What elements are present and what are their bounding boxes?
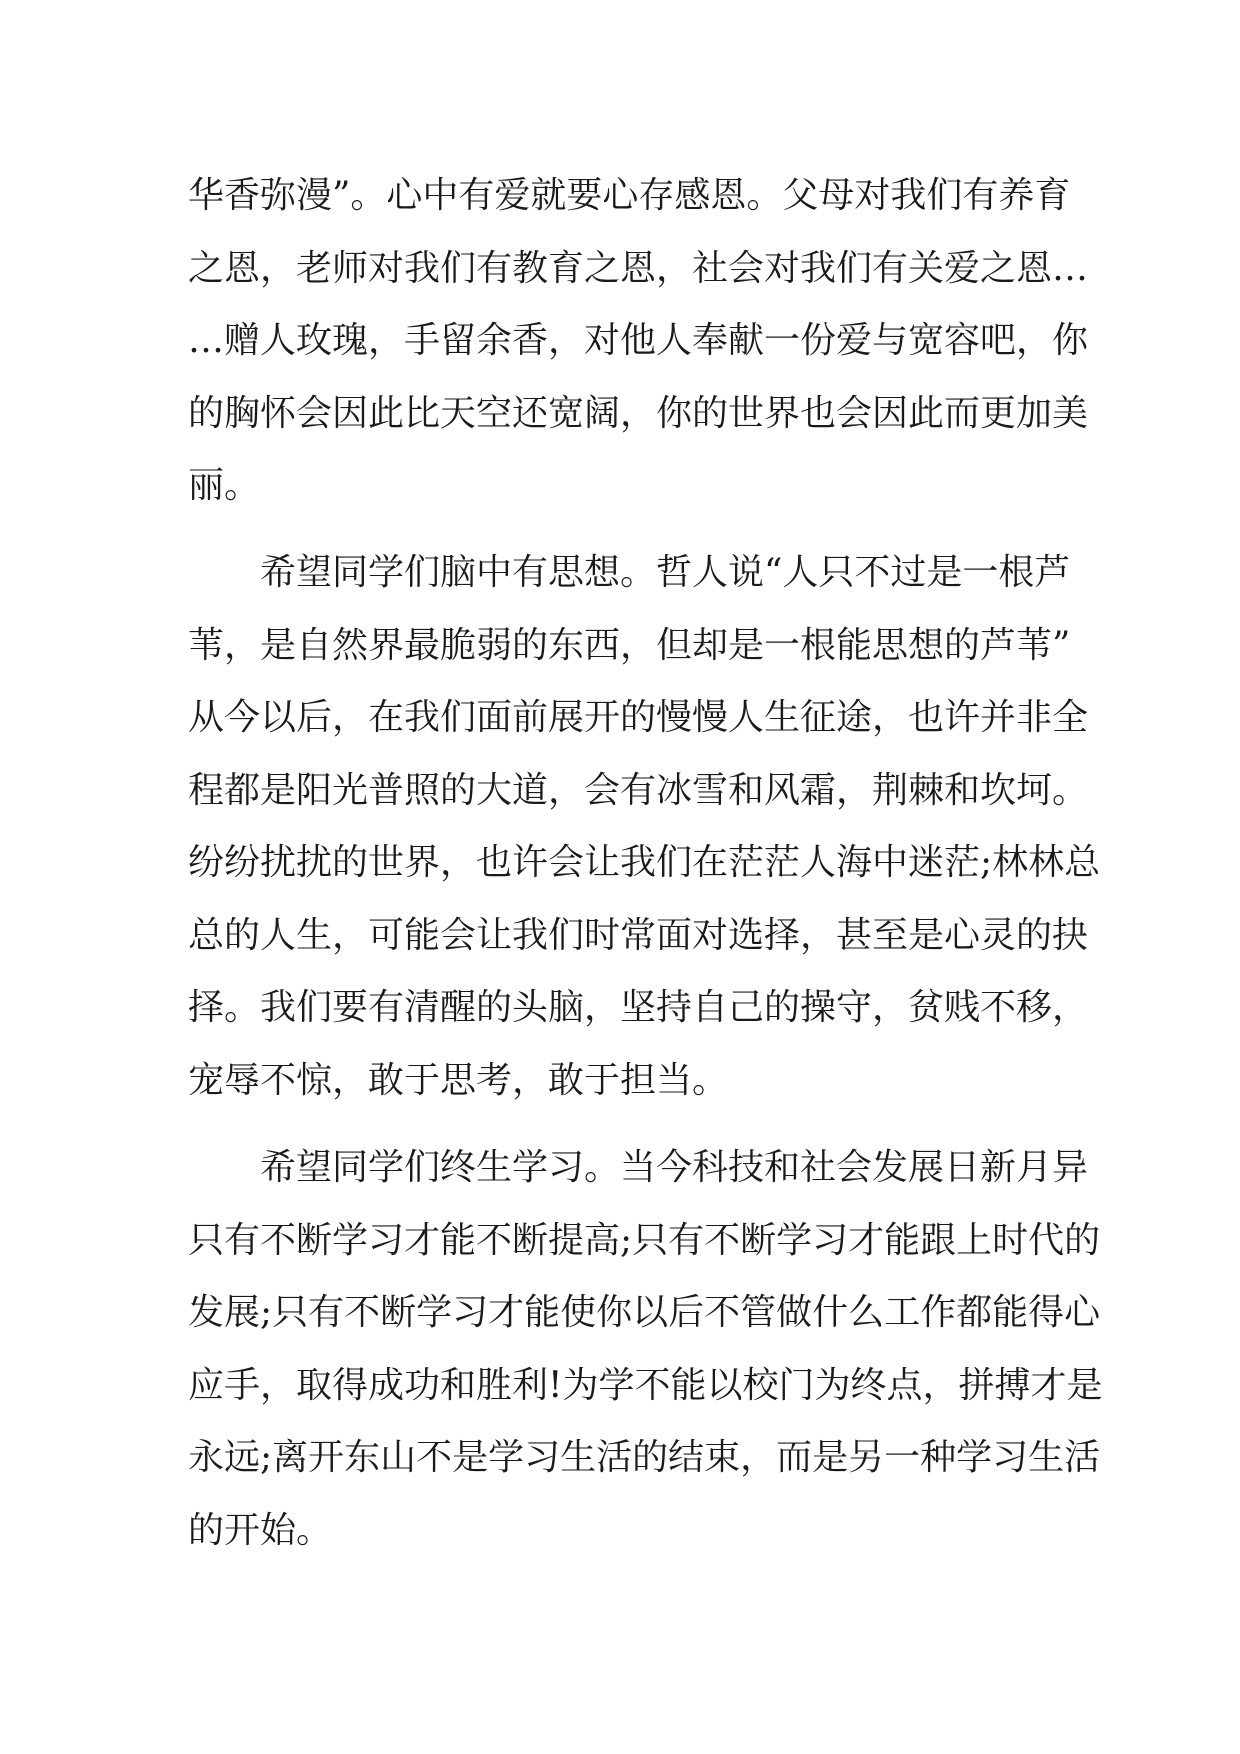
text-line: 从今以后，在我们面前展开的慢慢人生征途，也许并非全 — [188, 697, 1089, 738]
text-line: 应手，取得成功和胜利!为学不能以校门为终点，拼搏才是 — [188, 1364, 1103, 1406]
text-line: 永远;离开东山不是学习生活的结束，而是另一种学习生活 — [188, 1437, 1101, 1478]
text-line: 希望同学们终生学习。当今科技和社会发展日新月异 — [260, 1147, 1089, 1188]
text-line: …赠人玫瑰，手留余香，对他人奉献一份爱与宽容吧，你 — [188, 320, 1089, 361]
text-line: 宠辱不惊，敢于思考，敢于担当。 — [188, 1059, 729, 1101]
text-line: 之恩，老师对我们有教育之恩，社会对我们有关爱之恩… — [188, 247, 1089, 289]
text-line: 只有不断学习才能不断提高;只有不断学习才能跟上时代的 — [188, 1219, 1101, 1261]
paragraph-thinking — [188, 537, 1101, 1117]
text-line: 苇，是自然界最脆弱的东西，但却是一根能思想的芦苇” — [188, 624, 1071, 666]
paragraph-lifelong-learning — [188, 1132, 1103, 1567]
text-line: 的开始。 — [188, 1509, 333, 1551]
text-line: 程都是阳光普照的大道，会有冰雪和风霜，荆棘和坎坷。 — [188, 769, 1089, 811]
text-line: 总的人生，可能会让我们时常面对选择，甚至是心灵的抉 — [188, 914, 1089, 956]
text-line: 择。我们要有清醒的头脑，坚持自己的操守，贫贱不移， — [188, 987, 1089, 1028]
text-line: 希望同学们脑中有思想。哲人说“人只不过是一根芦 — [260, 552, 1071, 593]
text-line: 丽。 — [188, 465, 261, 506]
text-line: 发展;只有不断学习才能使你以后不管做什么工作都能得心 — [188, 1292, 1101, 1333]
text-line: 纷纷扰扰的世界，也许会让我们在茫茫人海中迷茫;林林总 — [188, 842, 1101, 883]
text-line: 华香弥漫”。心中有爱就要心存感恩。父母对我们有养育 — [188, 175, 1071, 216]
text-line: 的胸怀会因此比天空还宽阔，你的世界也会因此而更加美 — [188, 392, 1089, 434]
paragraph-gratitude — [188, 160, 1089, 523]
